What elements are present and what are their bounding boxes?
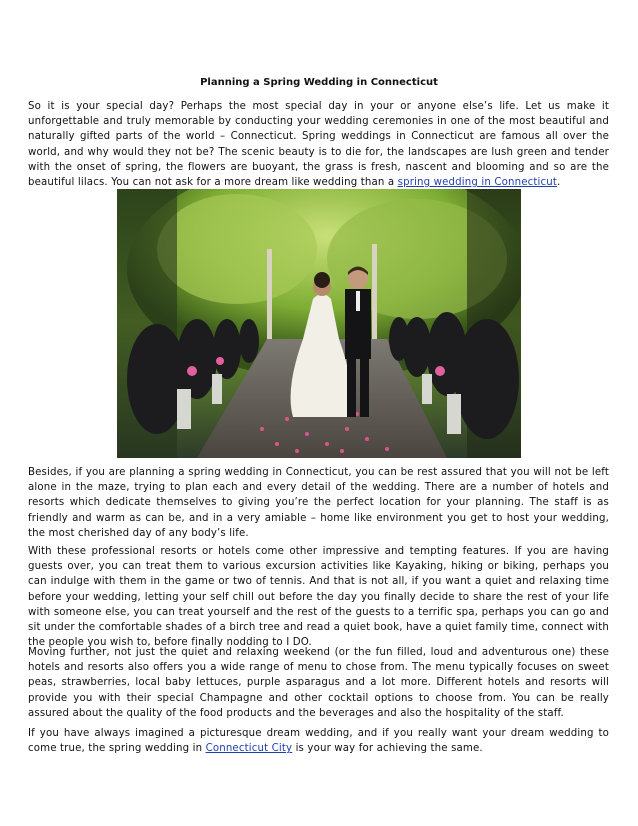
- spring-wedding-link[interactable]: spring wedding in Connecticut: [397, 177, 558, 189]
- paragraph-conclusion: [28, 726, 609, 756]
- paragraph-intro: [28, 99, 609, 190]
- paragraph-hotels: Besides, if you are planning a spring wedding in Connecticut, you can be rest assured that you will not be left alone in the maze, trying to plan each and every detail of the wedding. There are a number of hotels and resorts which dedicate themselves to giving you’re the perfect location for your planning. The staff is as friendly and warm as can be, and in a very amiable – home like environment you get to host your wedding, the most cherished day of any body’s life.: [28, 467, 609, 539]
- paragraph-conclusion-end: is your way for achieving the same.: [292, 743, 483, 755]
- paragraph-menu: Moving further, not just the quiet and relaxing weekend (or the fun filled, loud and adventurous one) these hotels and resorts also offers you a wide range of menu to chose from. The menu typically focuses on sweet peas, strawberries, local baby lettuces, purple asparagus and a lot more. Different hotels and resorts will provide you with their special Champagne and other cocktail options to choose from. You can be really assured about the quality of the food products and the beverages and also the hospitality of the staff.: [28, 647, 609, 719]
- document-title: Planning a Spring Wedding in Connecticut: [200, 77, 438, 88]
- paragraph-conclusion-text: If you have always imagined a picturesque dream wedding, and if you really want your dream wedding to come true, the spring wedding in: [28, 728, 609, 755]
- paragraph-activities: With these professional resorts or hotels come other impressive and tempting features. If you are having guests over, you can treat them to various excursion activities like Kayaking, hiking or biking, perhaps you can indulge with them in the game or two of tennis. And that is not all, if you want a quiet and relaxing time before your wedding, letting your self chill out before the day you finally decide to share the rest of your life with someone else, you can treat yourself and the rest of the guests to a terrific spa, perhaps you can go and sit under the comfortable shades of a birch tree and read a quiet book, have a quiet family time, connect with the people you wish to, before finally nodding to I DO.: [28, 546, 609, 649]
- connecticut-city-link[interactable]: Connecticut City: [205, 743, 293, 755]
- paragraph-intro-text: So it is your special day? Perhaps the most special day in your or anyone else’s life. Let us make it unforgettable and truly memorable by conducting your wedding ceremonies in one of the most beautiful and naturally gifted parts of the world – Connecticut. Spring weddings in Connecticut are famous all over the world, and why would they not be? The scenic beauty is to die for, the landscapes are lush green and tender with the onset of spring, the flowers are buoyant, the grass is fresh, nascent and blooming and so are the beautiful lilacs. You can not ask for a more dream like wedding than a: [28, 101, 609, 189]
- wedding-photo: [117, 189, 521, 458]
- paragraph-intro-end: .: [557, 177, 561, 189]
